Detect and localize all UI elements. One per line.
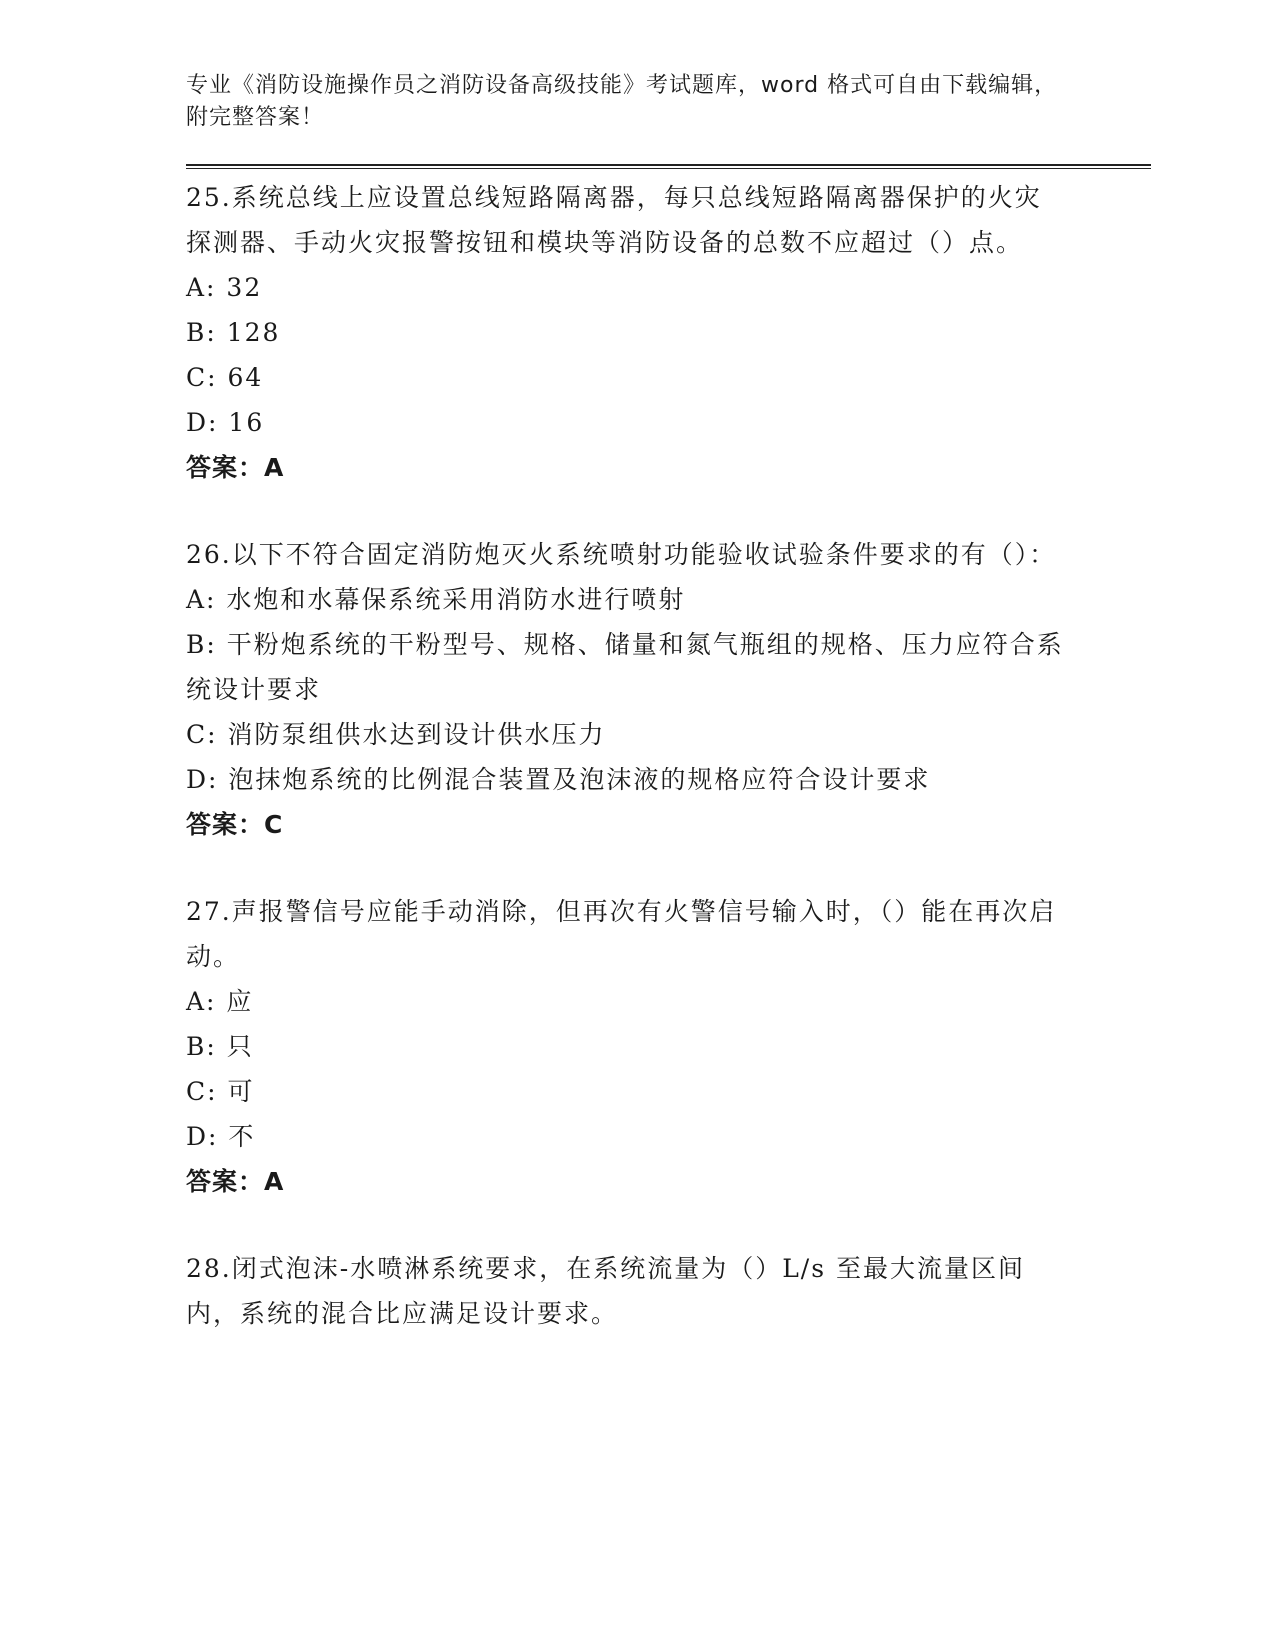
question-28 (186, 1246, 1151, 1336)
answer-line: 答案：A (186, 1167, 285, 1196)
answer-line: 答案：A (186, 453, 285, 482)
document-page (186, 70, 1151, 1378)
question-27 (186, 889, 1151, 1204)
document-header: 专业《消防设施操作员之消防设备高级技能》考试题库，word 格式可自由下载编辑，附完整答案！ (186, 73, 1058, 130)
option-c: C: 64 (186, 363, 264, 392)
question-list (186, 175, 1151, 1336)
option-a: A: 水炮和水幕保系统采用消防水进行喷射 (186, 585, 686, 614)
question-stem: 27.声报警信号应能手动消除，但再次有火警信号输入时，（）能在再次启动。 (186, 897, 1057, 971)
option-b: B: 128 (186, 318, 281, 347)
option-a: A: 32 (186, 273, 263, 302)
option-a: A: 应 (186, 987, 254, 1016)
header-divider (186, 164, 1151, 169)
option-d: D: 不 (186, 1122, 256, 1151)
question-stem: 26.以下不符合固定消防炮灭火系统喷射功能验收试验条件要求的有（）： (186, 540, 1057, 569)
option-d: D: 泡抹炮系统的比例混合装置及泡沫液的规格应符合设计要求 (186, 765, 931, 794)
question-26 (186, 532, 1151, 847)
option-c: C: 消防泵组供水达到设计供水压力 (186, 720, 606, 749)
option-b: B: 干粉炮系统的干粉型号、规格、储量和氮气瓶组的规格、压力应符合系统设计要求 (186, 630, 1064, 704)
option-d: D: 16 (186, 408, 265, 437)
option-c: C: 可 (186, 1077, 255, 1106)
option-b: B: 只 (186, 1032, 254, 1061)
question-25 (186, 175, 1151, 490)
answer-line: 答案：C (186, 810, 284, 839)
question-stem: 28.闭式泡沫-水喷淋系统要求，在系统流量为（）L/s 至最大流量区间内，系统的混合比应满足设计要求。 (186, 1254, 1026, 1328)
question-stem: 25.系统总线上应设置总线短路隔离器，每只总线短路隔离器保护的火灾探测器、手动火灾报警按钮和模块等消防设备的总数不应超过（）点。 (186, 183, 1042, 257)
